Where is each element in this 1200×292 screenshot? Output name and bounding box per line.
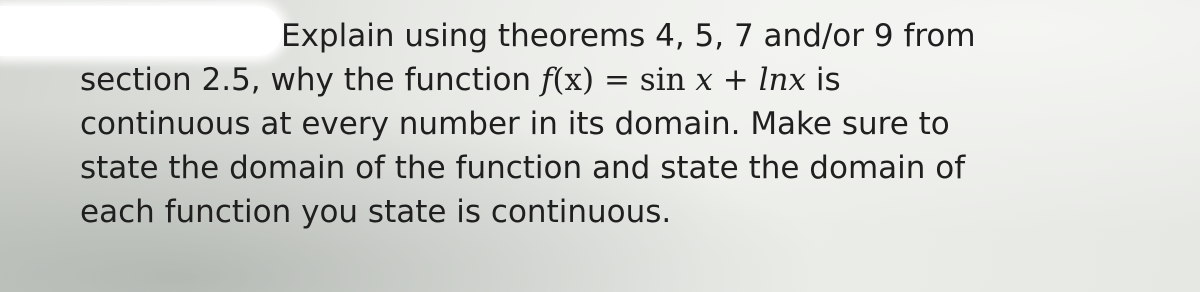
problem-line-2 [80,58,1160,102]
problem-line-2-prefix: section 2.5, why the function [80,62,541,98]
formula-sin: sin [639,62,686,98]
problem-line-2-suffix: is [805,62,841,98]
formula-ln: lnx [758,62,806,98]
problem-line-3: continuous at every number in its domain. Make sure to [80,106,950,142]
problem-line-5: each function you state is continuous. [80,194,672,230]
problem-line-1: Explain using theorems 4, 5, 7 and/or 9 from [281,18,976,54]
function-formula [541,62,806,98]
formula-f: f [540,62,553,98]
formula-plus: + [712,62,759,98]
formula-equals: = [594,62,640,98]
problem-statement [80,14,1160,234]
problem-line-4: state the domain of the function and state the domain of [80,150,966,186]
formula-arg: (x) [552,62,595,98]
formula-x: x [685,62,713,98]
